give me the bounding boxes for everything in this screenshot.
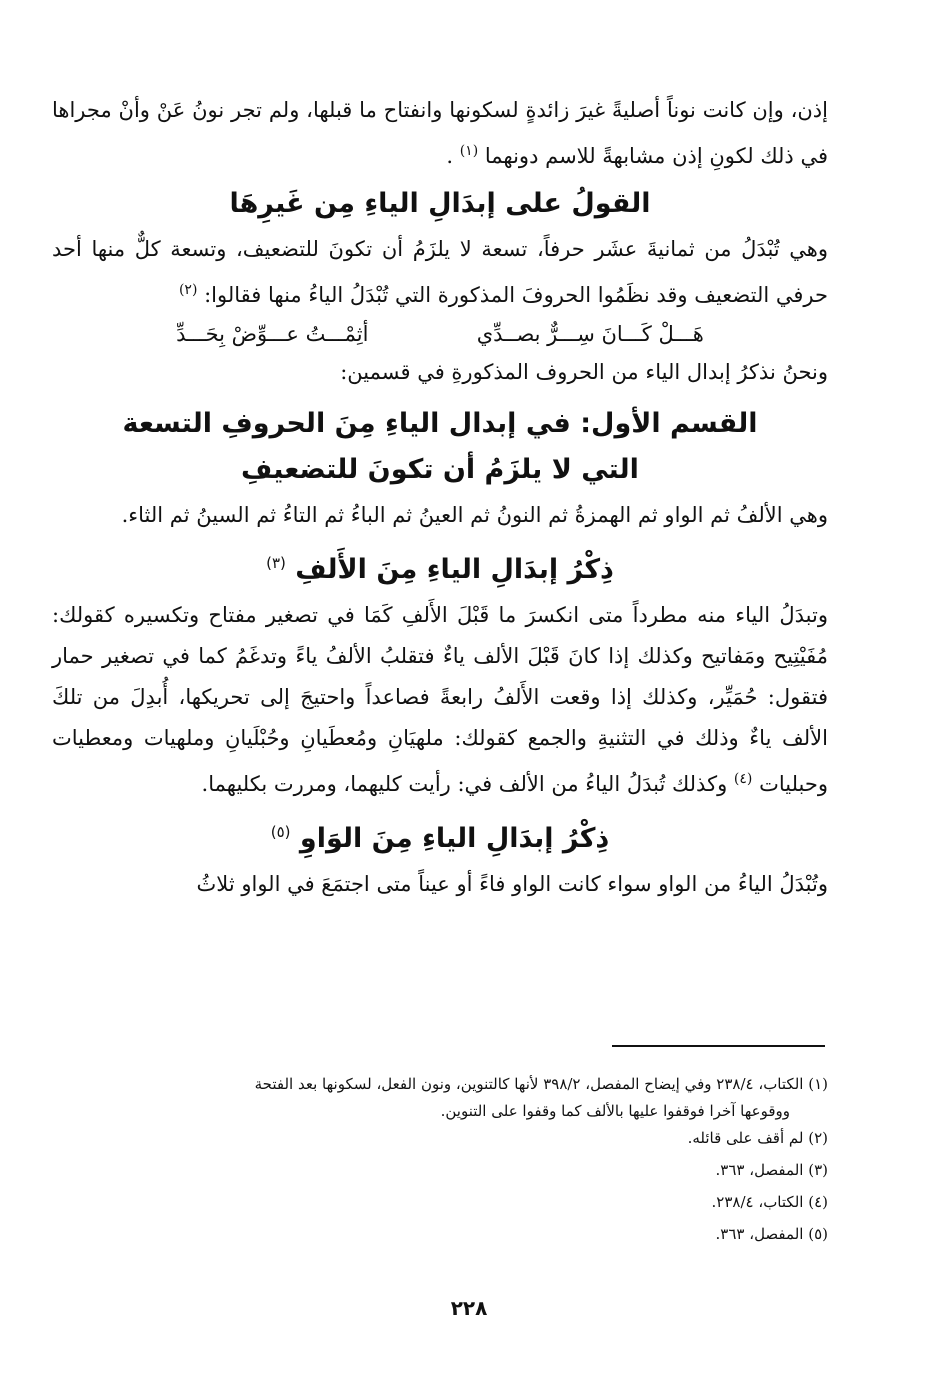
- footnote-number: (٥): [808, 1225, 828, 1243]
- section-heading-line2: التي لا يلزَمُ أن تكونَ للتضعيفِ: [241, 454, 639, 485]
- footnote-ref[interactable]: (٤): [733, 771, 753, 787]
- footnote: [52, 1218, 828, 1250]
- footnote-ref[interactable]: (٣): [266, 554, 286, 572]
- section-heading: القسم الأول: في إبدال الياءِ مِنَ الحروفِ التسعة: [122, 408, 758, 439]
- paragraph: إذن، وإن كانت نوناً أصليةً غيرَ زائدةٍ لسكونها وانفتاح ما قبلها، ولم تجر نونُ عَنْ وأنْ مجراها في ذلك لكونِ إذن مشابهةً للاسم دونهما $^{(١)}$ .: [52, 98, 828, 168]
- footnote-text: لم أقف على قائله.: [687, 1129, 804, 1147]
- verse-first-hemistich: هَـــلْ كَـــانَ سِـــرٌّ بصــدِّي: [476, 322, 704, 346]
- footnote-number: (٤): [808, 1193, 828, 1211]
- footnote-ref[interactable]: (١): [459, 143, 479, 159]
- footnote-text: المفصل، ٣٦٣.: [715, 1225, 804, 1243]
- section-heading: [52, 807, 828, 864]
- footnote-ref[interactable]: (٢): [178, 282, 198, 298]
- footnote-text-continued: ووقوعها آخرا فوقفوا عليها بالألف كما وقفوا على التنوين.: [440, 1102, 790, 1120]
- footnote-number: (٣): [808, 1161, 828, 1179]
- paragraph-text: إذن، وإن كانت نوناً أصليةً غيرَ زائدةٍ لسكونها وانفتاح ما قبلها، ولم تجر نونُ عَنْ وأنْ مجراها في ذلك لكونِ إذن مشابهةً للاسم دونهما: [52, 98, 828, 168]
- footnote-ref[interactable]: (٥): [270, 823, 291, 841]
- paragraph: وتُبْدَلُ الياءُ من الواو سواء كانت الواو فاءً أو عيناً متى اجتمَعَ في الواو ثلاثُ: [196, 872, 828, 896]
- page-number: ٢٢٨: [450, 1296, 488, 1320]
- paragraph-text: وتبدَلُ الياء منه مطرداً متى انكسرَ ما قَبْلَ الأَلفِ كَمَا في تصغير مفتاح وتكسيره كقولك: مُفَيْتِيح ومَفاتيح وكذلك إذا كانَ قَبْلَ الألف ياءٌ فتقلبُ الألفُ ياءً وتدغَمُ كما في تصغير حمار فتقول: حُمَيِّر، وكذلك إذا وقعت الأَلفُ رابعةً فصاعداً واحتيجَ إلى تحريكها، أُبدِلَ من تلكَ الألف ياءٌ وذلك في التثنيةِ والجمع كقولك: ملهيَانِ ومُعطَيانِ وحُبْلَيانِ وملهيات ومعطيات وحبليات: [52, 603, 828, 796]
- paragraph: ونحنُ نذكرُ إبدال الياء من الحروف المذكورةِ في قسمين:: [340, 360, 828, 384]
- footnote-text: المفصل، ٣٦٣.: [715, 1161, 804, 1179]
- footnote-text: الكتاب، ٢٣٨/٤ وفي إيضاح المفصل، ٣٩٨/٢ لأنها كالتنوين، ونون الفعل، لسكونها بعد الفتحة: [254, 1075, 804, 1093]
- paragraph: [52, 229, 828, 316]
- poem-verse: [52, 316, 828, 352]
- footnote: [52, 1068, 828, 1122]
- section-heading: القولُ على إبدَالِ الياءِ مِن غَيرِهَا: [229, 188, 651, 219]
- paragraph: [52, 595, 828, 805]
- section-heading: [52, 538, 828, 595]
- paragraph-text: وهي تُبْدَلُ من ثمانيةَ عشَر حرفاً، تسعة لا يلزَمُ أن تكونَ للتضعيف، وتسعة كلٌّ منها أحد حرفي التضعيف وقد نظَمُوا الحروفَ المذكورة التي تُبْدَلُ الياءُ منها فقالوا:: [52, 237, 828, 307]
- footnote-divider: [612, 1045, 825, 1047]
- footnote-text: الكتاب، ٢٣٨/٤.: [711, 1193, 804, 1211]
- heading-text: ذِكْرُ إبدَالِ الياءِ مِنَ الوَاوِ: [299, 823, 610, 854]
- main-text: [52, 90, 828, 905]
- paragraph: وهي الألفُ ثم الواو ثم الهمزةُ ثم النونُ ثم العينُ ثم الباءُ ثم التاءُ ثم السينُ ثم الثاء.: [121, 503, 828, 527]
- heading-text: ذِكْرُ إبدَالِ الياءِ مِنَ الأَلفِ: [295, 554, 614, 585]
- footnote-number: (١): [808, 1075, 828, 1093]
- footnote: [52, 1154, 828, 1186]
- footnotes: [52, 1068, 828, 1250]
- paragraph-text: وكذلك تُبدَلُ الياءُ من الألف في: رأيت كليهما، ومررت بكليهما.: [201, 772, 728, 796]
- verse-second-hemistich: أثِمْـــتُ عـــوِّضْ بِحَـــدِّ: [176, 322, 369, 346]
- footnote: [52, 1186, 828, 1218]
- footnote: [52, 1122, 828, 1154]
- footnote-number: (٢): [808, 1129, 828, 1147]
